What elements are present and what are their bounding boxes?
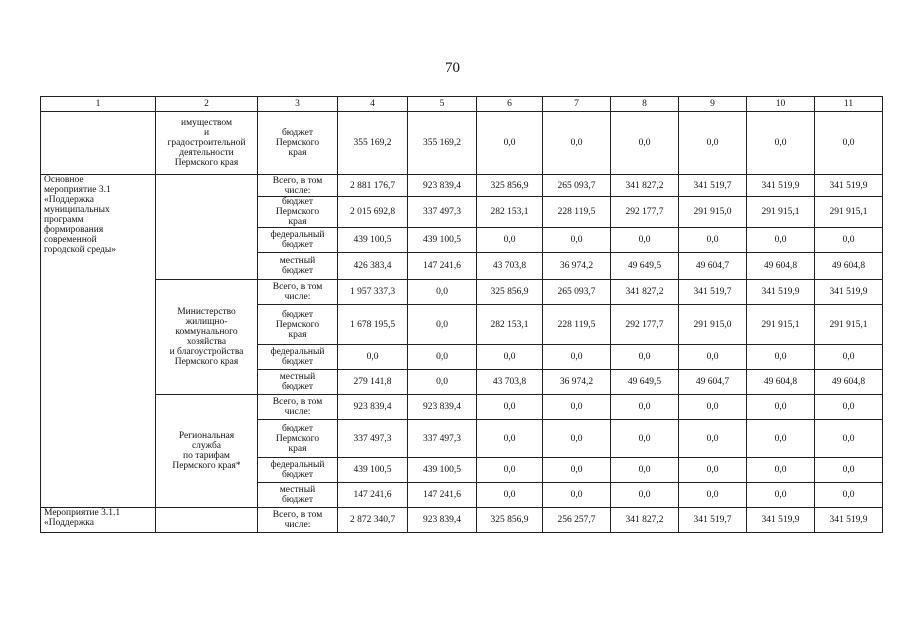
table-row bbox=[41, 395, 883, 420]
amount-cell: 0,0 bbox=[408, 280, 477, 305]
amount-cell: 0,0 bbox=[679, 483, 747, 508]
amount-cell: 923 839,4 bbox=[408, 175, 477, 197]
amount-cell: 256 257,7 bbox=[543, 508, 611, 533]
amount-cell: 0,0 bbox=[679, 112, 747, 175]
amount-cell: 292 177,7 bbox=[611, 305, 679, 345]
amount-cell: 2 881 176,7 bbox=[338, 175, 408, 197]
amount-cell: 325 856,9 bbox=[477, 175, 543, 197]
amount-cell: 341 827,2 bbox=[611, 280, 679, 305]
amount-cell: 355 169,2 bbox=[408, 112, 477, 175]
amount-cell: 147 241,6 bbox=[338, 483, 408, 508]
amount-cell: 0,0 bbox=[815, 483, 883, 508]
amount-cell: 0,0 bbox=[815, 345, 883, 370]
amount-cell: 49 604,7 bbox=[679, 370, 747, 395]
amount-cell: 0,0 bbox=[611, 112, 679, 175]
amount-cell: 0,0 bbox=[543, 228, 611, 253]
amount-cell: 923 839,4 bbox=[408, 395, 477, 420]
amount-cell: 0,0 bbox=[747, 458, 815, 483]
page-number: 70 bbox=[445, 60, 460, 76]
amount-cell: 341 519,7 bbox=[679, 280, 747, 305]
budget-table bbox=[40, 96, 883, 533]
table-row bbox=[41, 508, 883, 533]
column-header: 11 bbox=[815, 97, 883, 112]
amount-cell: 0,0 bbox=[747, 420, 815, 458]
table-row bbox=[41, 280, 883, 305]
amount-cell: 0,0 bbox=[408, 305, 477, 345]
funding-source-cell: федеральный бюджет bbox=[258, 458, 338, 483]
event-name-cell bbox=[41, 112, 156, 175]
amount-cell: 0,0 bbox=[543, 395, 611, 420]
amount-cell: 0,0 bbox=[747, 228, 815, 253]
amount-cell: 355 169,2 bbox=[338, 112, 408, 175]
amount-cell: 325 856,9 bbox=[477, 508, 543, 533]
amount-cell: 147 241,6 bbox=[408, 253, 477, 280]
amount-cell: 49 604,8 bbox=[815, 253, 883, 280]
amount-cell: 0,0 bbox=[679, 420, 747, 458]
amount-cell: 337 497,3 bbox=[408, 420, 477, 458]
amount-cell: 0,0 bbox=[679, 395, 747, 420]
amount-cell: 0,0 bbox=[408, 345, 477, 370]
funding-source-cell: Всего, в том числе: bbox=[258, 175, 338, 197]
amount-cell: 265 093,7 bbox=[543, 175, 611, 197]
amount-cell: 49 604,7 bbox=[679, 253, 747, 280]
funding-source-cell: бюджет Пермского края bbox=[258, 305, 338, 345]
amount-cell: 279 141,8 bbox=[338, 370, 408, 395]
amount-cell: 337 497,3 bbox=[338, 420, 408, 458]
amount-cell: 282 153,1 bbox=[477, 305, 543, 345]
amount-cell: 0,0 bbox=[543, 112, 611, 175]
amount-cell: 43 703,8 bbox=[477, 370, 543, 395]
amount-cell: 341 827,2 bbox=[611, 175, 679, 197]
amount-cell: 0,0 bbox=[477, 395, 543, 420]
amount-cell: 0,0 bbox=[747, 395, 815, 420]
amount-cell: 36 974,2 bbox=[543, 370, 611, 395]
column-header: 7 bbox=[543, 97, 611, 112]
executor-cell bbox=[156, 508, 258, 533]
amount-cell: 49 604,8 bbox=[747, 253, 815, 280]
amount-cell: 1 957 337,3 bbox=[338, 280, 408, 305]
amount-cell: 0,0 bbox=[679, 228, 747, 253]
amount-cell: 49 649,5 bbox=[611, 370, 679, 395]
amount-cell: 0,0 bbox=[815, 458, 883, 483]
amount-cell: 0,0 bbox=[477, 345, 543, 370]
column-header: 8 bbox=[611, 97, 679, 112]
column-header: 10 bbox=[747, 97, 815, 112]
amount-cell: 0,0 bbox=[679, 458, 747, 483]
amount-cell: 0,0 bbox=[543, 420, 611, 458]
amount-cell: 0,0 bbox=[477, 420, 543, 458]
amount-cell: 341 827,2 bbox=[611, 508, 679, 533]
funding-source-cell: местный бюджет bbox=[258, 483, 338, 508]
funding-source-cell: Всего, в том числе: bbox=[258, 395, 338, 420]
column-header: 6 bbox=[477, 97, 543, 112]
amount-cell: 265 093,7 bbox=[543, 280, 611, 305]
amount-cell: 0,0 bbox=[611, 420, 679, 458]
amount-cell: 0,0 bbox=[408, 370, 477, 395]
amount-cell: 36 974,2 bbox=[543, 253, 611, 280]
amount-cell: 0,0 bbox=[477, 228, 543, 253]
amount-cell: 439 100,5 bbox=[338, 458, 408, 483]
amount-cell: 0,0 bbox=[477, 112, 543, 175]
amount-cell: 439 100,5 bbox=[408, 458, 477, 483]
amount-cell: 291 915,1 bbox=[747, 305, 815, 345]
column-header: 9 bbox=[679, 97, 747, 112]
event-name-cell: Мероприятие 3.1.1 «Поддержка bbox=[41, 508, 156, 533]
column-header: 3 bbox=[258, 97, 338, 112]
executor-cell: Министерство жилищно- коммунального хозяйства и благоустройства Пермского края bbox=[156, 280, 258, 395]
amount-cell: 341 519,9 bbox=[747, 175, 815, 197]
amount-cell: 0,0 bbox=[815, 420, 883, 458]
amount-cell: 147 241,6 bbox=[408, 483, 477, 508]
amount-cell: 49 604,8 bbox=[747, 370, 815, 395]
executor-cell: имуществом и градостроительной деятельности Пермского края bbox=[156, 112, 258, 175]
amount-cell: 341 519,9 bbox=[815, 175, 883, 197]
amount-cell: 0,0 bbox=[611, 228, 679, 253]
amount-cell: 0,0 bbox=[543, 483, 611, 508]
amount-cell: 228 119,5 bbox=[543, 305, 611, 345]
funding-source-cell: федеральный бюджет bbox=[258, 345, 338, 370]
column-header: 2 bbox=[156, 97, 258, 112]
amount-cell: 292 177,7 bbox=[611, 197, 679, 228]
amount-cell: 0,0 bbox=[477, 458, 543, 483]
amount-cell: 282 153,1 bbox=[477, 197, 543, 228]
amount-cell: 49 604,8 bbox=[815, 370, 883, 395]
amount-cell: 923 839,4 bbox=[408, 508, 477, 533]
funding-source-cell: местный бюджет bbox=[258, 370, 338, 395]
amount-cell: 0,0 bbox=[679, 345, 747, 370]
table-body bbox=[41, 97, 883, 533]
executor-cell bbox=[156, 175, 258, 280]
amount-cell: 439 100,5 bbox=[408, 228, 477, 253]
column-header: 4 bbox=[338, 97, 408, 112]
amount-cell: 228 119,5 bbox=[543, 197, 611, 228]
amount-cell: 0,0 bbox=[747, 345, 815, 370]
amount-cell: 0,0 bbox=[611, 483, 679, 508]
amount-cell: 0,0 bbox=[815, 228, 883, 253]
amount-cell: 291 915,1 bbox=[815, 305, 883, 345]
header-row bbox=[41, 97, 883, 112]
amount-cell: 341 519,9 bbox=[747, 508, 815, 533]
amount-cell: 0,0 bbox=[611, 345, 679, 370]
amount-cell: 0,0 bbox=[815, 112, 883, 175]
funding-source-cell: федеральный бюджет bbox=[258, 228, 338, 253]
amount-cell: 341 519,9 bbox=[747, 280, 815, 305]
amount-cell: 0,0 bbox=[611, 458, 679, 483]
amount-cell: 341 519,9 bbox=[815, 508, 883, 533]
amount-cell: 291 915,1 bbox=[747, 197, 815, 228]
amount-cell: 341 519,9 bbox=[815, 280, 883, 305]
amount-cell: 291 915,0 bbox=[679, 305, 747, 345]
table-row bbox=[41, 112, 883, 175]
amount-cell: 0,0 bbox=[611, 395, 679, 420]
amount-cell: 2 015 692,8 bbox=[338, 197, 408, 228]
amount-cell: 341 519,7 bbox=[679, 175, 747, 197]
funding-source-cell: Всего, в том числе: bbox=[258, 508, 338, 533]
amount-cell: 426 383,4 bbox=[338, 253, 408, 280]
executor-cell: Региональная служба по тарифам Пермского края* bbox=[156, 395, 258, 508]
amount-cell: 2 872 340,7 bbox=[338, 508, 408, 533]
amount-cell: 0,0 bbox=[747, 112, 815, 175]
amount-cell: 923 839,4 bbox=[338, 395, 408, 420]
amount-cell: 341 519,7 bbox=[679, 508, 747, 533]
amount-cell: 0,0 bbox=[747, 483, 815, 508]
amount-cell: 0,0 bbox=[543, 345, 611, 370]
amount-cell: 49 649,5 bbox=[611, 253, 679, 280]
column-header: 5 bbox=[408, 97, 477, 112]
amount-cell: 1 678 195,5 bbox=[338, 305, 408, 345]
column-header: 1 bbox=[41, 97, 156, 112]
amount-cell: 0,0 bbox=[338, 345, 408, 370]
amount-cell: 43 703,8 bbox=[477, 253, 543, 280]
funding-source-cell: местный бюджет bbox=[258, 253, 338, 280]
amount-cell: 291 915,1 bbox=[815, 197, 883, 228]
funding-source-cell: бюджет Пермского края bbox=[258, 112, 338, 175]
amount-cell: 0,0 bbox=[543, 458, 611, 483]
funding-source-cell: бюджет Пермского края bbox=[258, 420, 338, 458]
funding-source-cell: бюджет Пермского края bbox=[258, 197, 338, 228]
amount-cell: 337 497,3 bbox=[408, 197, 477, 228]
amount-cell: 291 915,0 bbox=[679, 197, 747, 228]
amount-cell: 325 856,9 bbox=[477, 280, 543, 305]
amount-cell: 439 100,5 bbox=[338, 228, 408, 253]
amount-cell: 0,0 bbox=[477, 483, 543, 508]
table-row bbox=[41, 175, 883, 197]
amount-cell: 0,0 bbox=[815, 395, 883, 420]
funding-source-cell: Всего, в том числе: bbox=[258, 280, 338, 305]
event-name-cell: Основное мероприятие 3.1 «Поддержка муниципальных программ формирования современной городской среды» bbox=[41, 175, 156, 508]
